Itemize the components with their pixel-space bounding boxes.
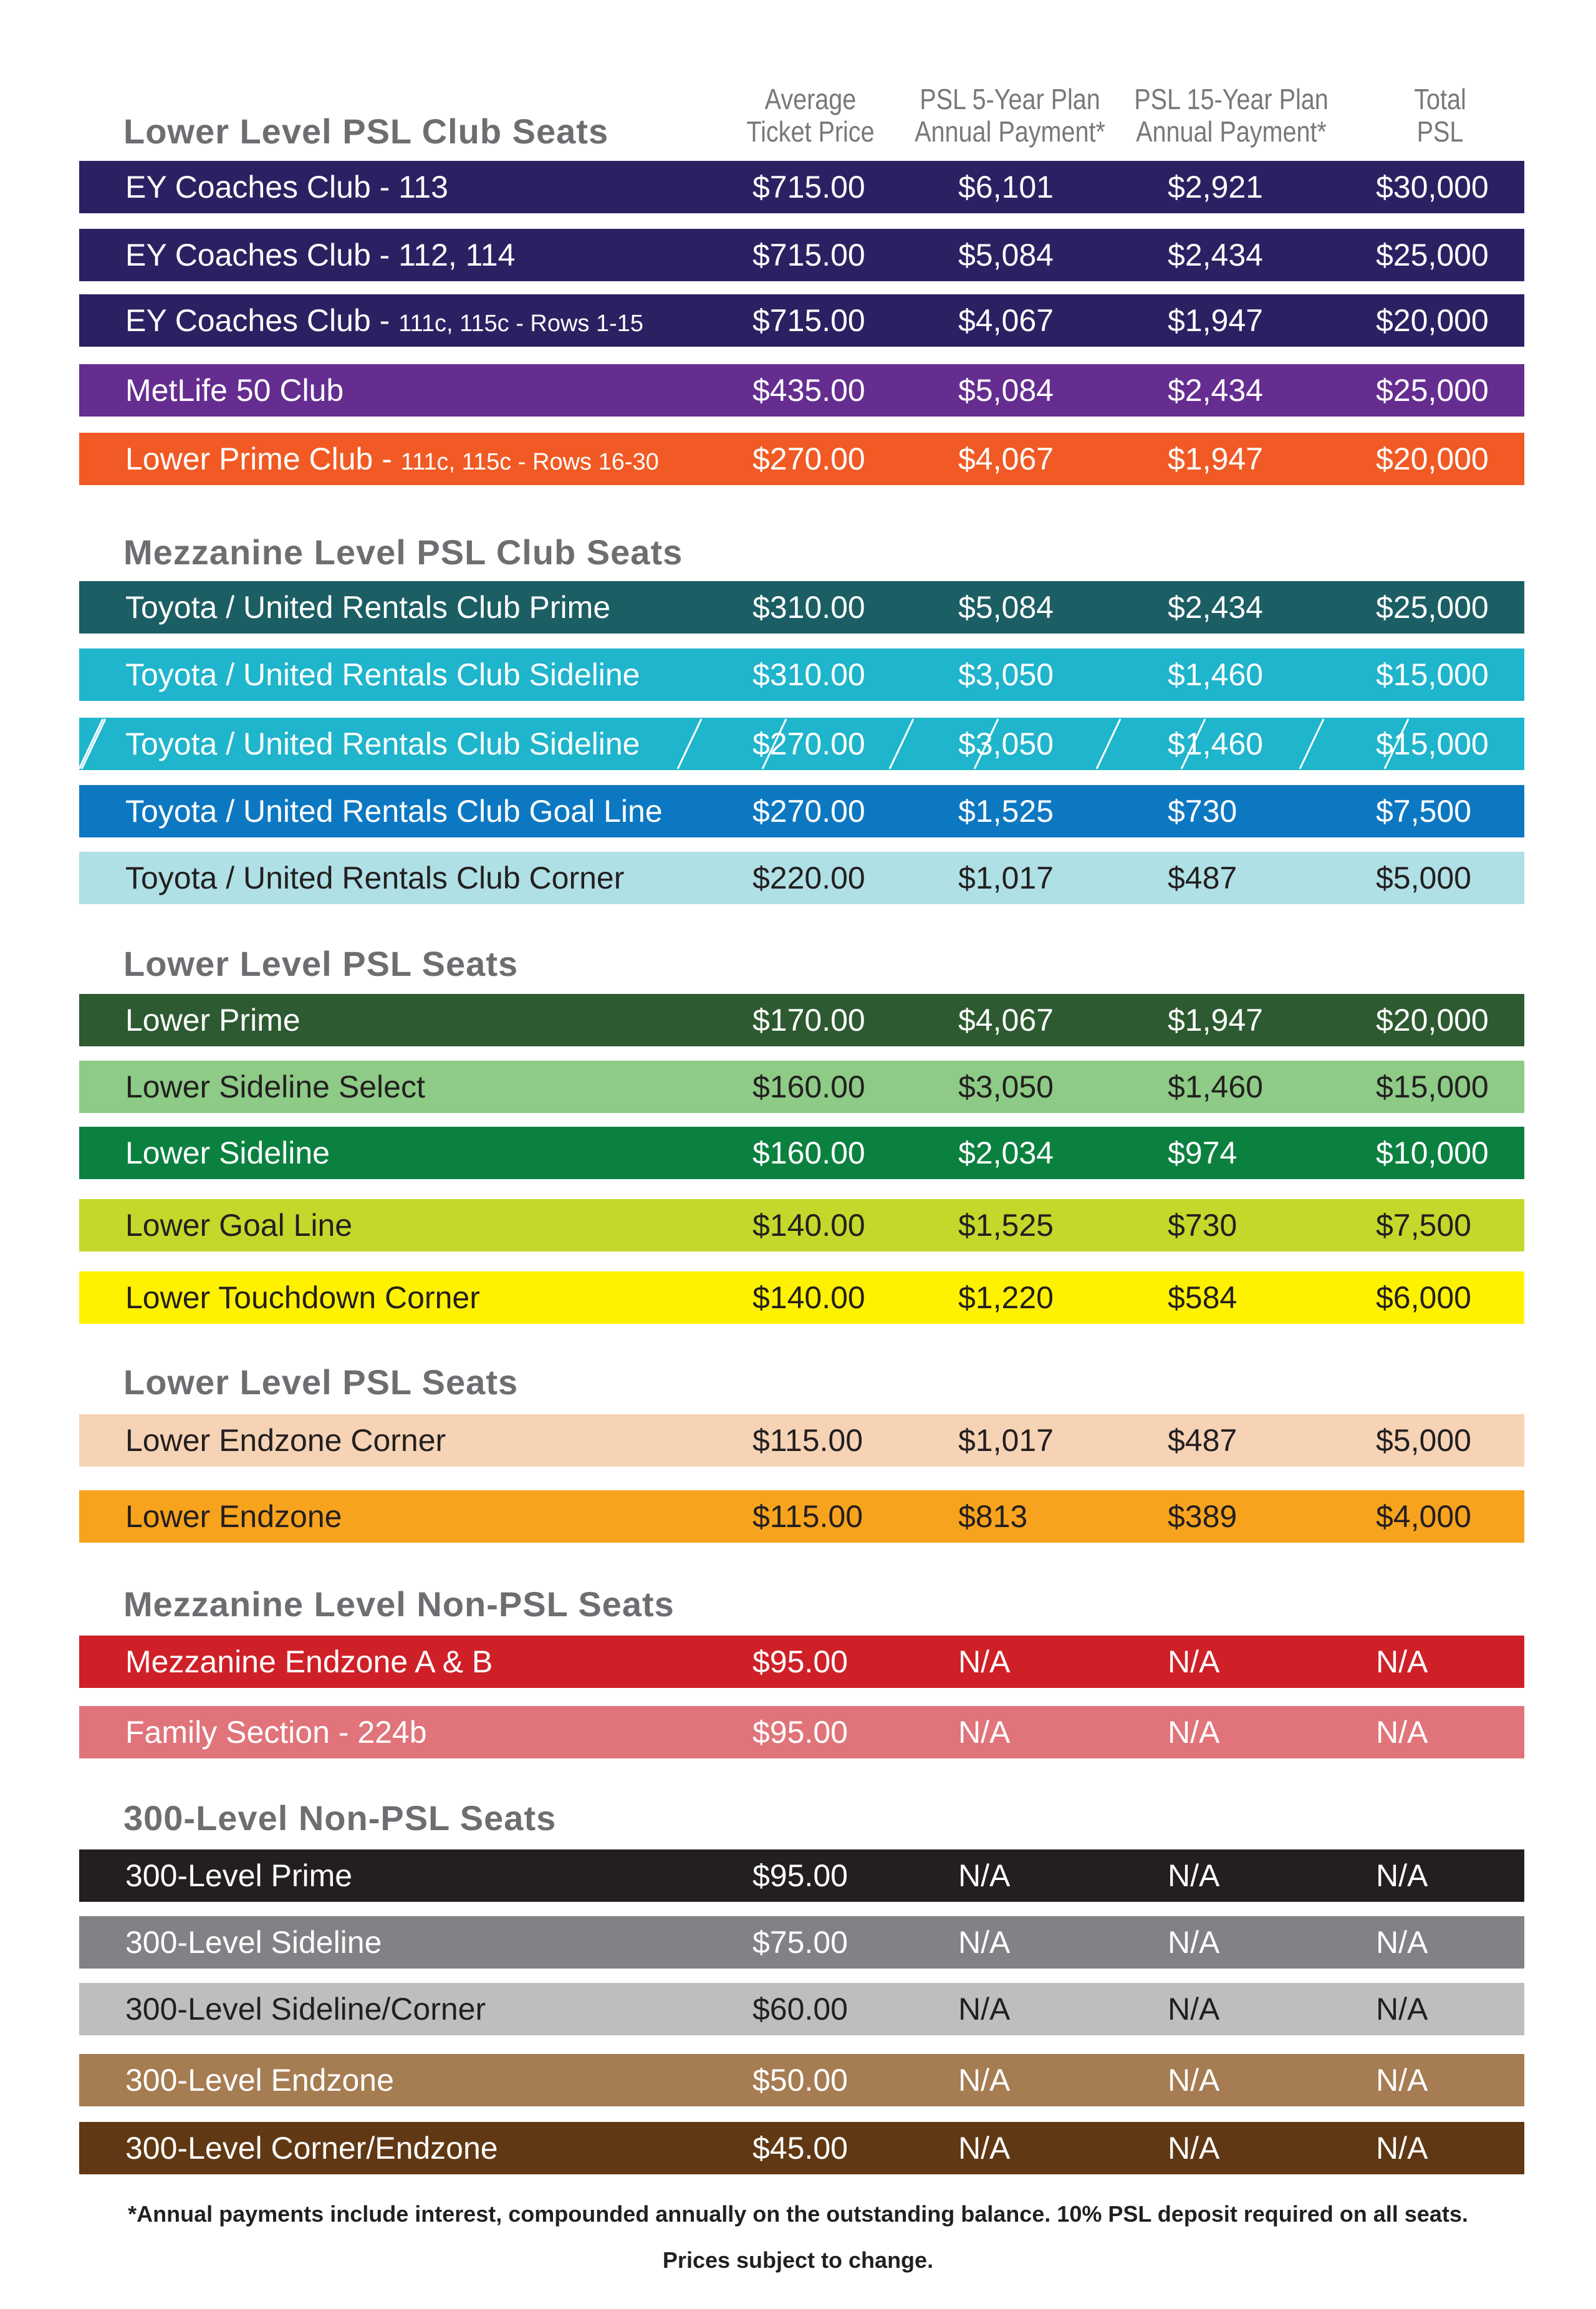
average-ticket-price: $170.00 xyxy=(752,1003,865,1038)
table-row xyxy=(79,1127,1524,1179)
psl-15-year-payment: $1,460 xyxy=(1168,1069,1263,1104)
average-ticket-price: $95.00 xyxy=(752,1858,848,1893)
table-row xyxy=(79,648,1524,701)
header-line: PSL 5-Year Plan xyxy=(920,83,1100,115)
seat-name-text: EY Coaches Club - 113 xyxy=(125,170,448,205)
psl-15-year-payment: $2,921 xyxy=(1168,170,1263,205)
seat-name-text: Lower Endzone Corner xyxy=(125,1423,446,1458)
average-ticket-price: $715.00 xyxy=(752,303,865,338)
average-ticket-price: $435.00 xyxy=(752,373,865,408)
seat-name xyxy=(125,364,344,417)
total-psl: $15,000 xyxy=(1376,1069,1489,1104)
total-psl: $20,000 xyxy=(1376,1003,1489,1038)
psl-15-year-payment: $1,947 xyxy=(1168,441,1263,476)
psl-5-year-payment: $1,017 xyxy=(958,860,1054,895)
psl-5-year-payment: $3,050 xyxy=(958,1069,1054,1104)
seat-name xyxy=(125,1199,352,1251)
table-row xyxy=(79,1916,1524,1969)
psl-5-year-payment: $1,525 xyxy=(958,1208,1054,1243)
footnote: *Annual payments include interest, compounded annually on the outstanding balance. 10% PSL deposit required on all seats. xyxy=(128,2201,1468,2227)
average-ticket-price: $270.00 xyxy=(752,441,865,476)
seat-name xyxy=(125,229,515,281)
table-row xyxy=(79,229,1524,281)
stripe-line xyxy=(890,719,913,769)
section-title: 300-Level Non-PSL Seats xyxy=(123,1798,557,1838)
total-psl: N/A xyxy=(1376,1992,1428,2027)
header-psl-5-year xyxy=(908,83,1112,148)
psl-5-year-payment: $4,067 xyxy=(958,441,1054,476)
section-title: Lower Level PSL Club Seats xyxy=(123,112,609,151)
header-line: Average xyxy=(764,83,857,115)
seat-name-text: 300-Level Corner/Endzone xyxy=(125,2131,498,2166)
seat-name xyxy=(125,2054,394,2106)
seat-name-text: Toyota / United Rentals Club Goal Line xyxy=(125,794,663,829)
average-ticket-price: $75.00 xyxy=(752,1925,848,1960)
seat-name-text: 300-Level Sideline xyxy=(125,1925,382,1960)
average-ticket-price: $45.00 xyxy=(752,2131,848,2166)
table-row xyxy=(79,581,1524,634)
seat-name xyxy=(125,718,640,770)
seat-name xyxy=(125,433,659,485)
seat-name xyxy=(125,161,448,213)
psl-15-year-payment: $1,947 xyxy=(1168,1003,1263,1038)
header-line: Total xyxy=(1414,83,1466,115)
table-row xyxy=(79,1706,1524,1758)
psl-5-year-payment: N/A xyxy=(958,1715,1011,1750)
table-row xyxy=(79,1490,1524,1543)
table-row xyxy=(79,718,1524,770)
table-row xyxy=(79,1849,1524,1902)
total-psl: $20,000 xyxy=(1376,441,1489,476)
seat-name xyxy=(125,1414,446,1467)
average-ticket-price: $160.00 xyxy=(752,1069,865,1104)
header-total-psl xyxy=(1387,83,1494,148)
seat-name xyxy=(125,1983,486,2035)
psl-15-year-payment: N/A xyxy=(1168,1715,1220,1750)
seat-name xyxy=(125,852,624,904)
header-line: Annual Payment* xyxy=(915,115,1105,148)
average-ticket-price: $60.00 xyxy=(752,1992,848,2027)
seat-name xyxy=(125,994,300,1046)
average-ticket-price: $50.00 xyxy=(752,2063,848,2098)
average-ticket-price: $160.00 xyxy=(752,1135,865,1170)
seat-name-text: Family Section - 224b xyxy=(125,1715,427,1750)
seat-section-detail: 111c, 115c - Rows 1-15 xyxy=(398,311,644,337)
seat-name xyxy=(125,648,640,701)
seat-name-text: EY Coaches Club - xyxy=(125,303,399,338)
section-title: Mezzanine Level PSL Club Seats xyxy=(123,533,683,572)
psl-5-year-payment: $4,067 xyxy=(958,303,1054,338)
seat-name xyxy=(125,1916,382,1969)
section-title: Lower Level PSL Seats xyxy=(123,1362,519,1402)
total-psl: N/A xyxy=(1376,2131,1428,2166)
section-title: Lower Level PSL Seats xyxy=(123,944,519,983)
table-row xyxy=(79,1983,1524,2035)
stripe-line xyxy=(1300,719,1324,769)
psl-15-year-payment: $487 xyxy=(1168,860,1238,895)
seat-name-text: EY Coaches Club - 112, 114 xyxy=(125,238,516,272)
total-psl: $5,000 xyxy=(1376,860,1471,895)
total-psl: $6,000 xyxy=(1376,1280,1471,1315)
total-psl: $30,000 xyxy=(1376,170,1489,205)
psl-15-year-payment: $487 xyxy=(1168,1423,1238,1458)
total-psl: $4,000 xyxy=(1376,1499,1471,1534)
seat-name-text: Lower Touchdown Corner xyxy=(125,1280,480,1315)
total-psl: $15,000 xyxy=(1376,726,1489,761)
seat-name-text: Lower Prime xyxy=(125,1003,300,1038)
psl-15-year-payment: N/A xyxy=(1168,1992,1220,2027)
average-ticket-price: $310.00 xyxy=(752,657,865,692)
total-psl: $25,000 xyxy=(1376,373,1489,408)
psl-15-year-payment: N/A xyxy=(1168,1925,1220,1960)
seat-name-text: Lower Sideline xyxy=(125,1135,330,1170)
average-ticket-price: $715.00 xyxy=(752,170,865,205)
header-average-ticket-price xyxy=(746,83,875,148)
seat-name-text: 300-Level Prime xyxy=(125,1858,353,1893)
average-ticket-price: $140.00 xyxy=(752,1280,865,1315)
psl-15-year-payment: N/A xyxy=(1168,2131,1220,2166)
psl-15-year-payment: $730 xyxy=(1168,1208,1238,1243)
average-ticket-price: $140.00 xyxy=(752,1208,865,1243)
total-psl: N/A xyxy=(1376,1715,1428,1750)
table-row xyxy=(79,161,1524,213)
table-row xyxy=(79,1199,1524,1251)
table-row xyxy=(79,852,1524,904)
psl-15-year-payment: $2,434 xyxy=(1168,373,1263,408)
psl-5-year-payment: $4,067 xyxy=(958,1003,1054,1038)
average-ticket-price: $95.00 xyxy=(752,1644,848,1679)
seat-name-text: MetLife 50 Club xyxy=(125,373,344,408)
psl-5-year-payment: $5,084 xyxy=(958,238,1054,272)
psl-15-year-payment: $730 xyxy=(1168,794,1238,829)
psl-5-year-payment: $1,525 xyxy=(958,794,1054,829)
psl-15-year-payment: $1,460 xyxy=(1168,657,1263,692)
average-ticket-price: $220.00 xyxy=(752,860,865,895)
seat-name-text: Lower Prime Club - xyxy=(125,441,401,476)
table-row xyxy=(79,785,1524,837)
disclaimer: Prices subject to change. xyxy=(662,2247,934,2273)
table-row xyxy=(79,1636,1524,1688)
psl-5-year-payment: $5,084 xyxy=(958,590,1054,625)
total-psl: N/A xyxy=(1376,1858,1428,1893)
total-psl: N/A xyxy=(1376,1644,1428,1679)
total-psl: N/A xyxy=(1376,2063,1428,2098)
seat-name-text: 300-Level Sideline/Corner xyxy=(125,1992,486,2027)
seat-name-text: Toyota / United Rentals Club Sideline xyxy=(125,657,640,692)
psl-15-year-payment: $1,460 xyxy=(1168,726,1263,761)
seat-name xyxy=(125,1490,342,1543)
table-row xyxy=(79,433,1524,485)
psl-5-year-payment: $1,220 xyxy=(958,1280,1054,1315)
seat-name-text: Lower Goal Line xyxy=(125,1208,353,1243)
seat-name xyxy=(125,1706,427,1758)
header-psl-15-year xyxy=(1130,83,1334,148)
psl-5-year-payment: $6,101 xyxy=(958,170,1054,205)
table-row xyxy=(79,1061,1524,1113)
seat-name xyxy=(125,2122,498,2174)
total-psl: $10,000 xyxy=(1376,1135,1489,1170)
psl-5-year-payment: N/A xyxy=(958,1925,1011,1960)
total-psl: $7,500 xyxy=(1376,1208,1471,1243)
seat-name xyxy=(125,1271,480,1324)
average-ticket-price: $270.00 xyxy=(752,726,865,761)
psl-5-year-payment: N/A xyxy=(958,1858,1011,1893)
psl-15-year-payment: N/A xyxy=(1168,1858,1220,1893)
header-line: Ticket Price xyxy=(746,115,875,148)
seat-name xyxy=(125,1127,330,1179)
total-psl: $15,000 xyxy=(1376,657,1489,692)
average-ticket-price: $310.00 xyxy=(752,590,865,625)
psl-5-year-payment: N/A xyxy=(958,2131,1011,2166)
psl-15-year-payment: N/A xyxy=(1168,2063,1220,2098)
average-ticket-price: $270.00 xyxy=(752,794,865,829)
total-psl: $25,000 xyxy=(1376,238,1489,272)
average-ticket-price: $115.00 xyxy=(752,1499,863,1534)
psl-15-year-payment: $584 xyxy=(1168,1280,1238,1315)
seat-name-text: Lower Endzone xyxy=(125,1499,342,1534)
seat-name-text: Toyota / United Rentals Club Sideline xyxy=(125,726,640,761)
psl-5-year-payment: $5,084 xyxy=(958,373,1054,408)
psl-5-year-payment: $3,050 xyxy=(958,726,1054,761)
seat-name xyxy=(125,1061,425,1113)
psl-15-year-payment: $974 xyxy=(1168,1135,1238,1170)
header-line: PSL xyxy=(1416,115,1464,148)
psl-15-year-payment: N/A xyxy=(1168,1644,1220,1679)
psl-5-year-payment: N/A xyxy=(958,2063,1011,2098)
table-row xyxy=(79,2054,1524,2106)
psl-5-year-payment: N/A xyxy=(958,1992,1011,2027)
average-ticket-price: $95.00 xyxy=(752,1715,848,1750)
psl-5-year-payment: $1,017 xyxy=(958,1423,1054,1458)
psl-5-year-payment: $3,050 xyxy=(958,657,1054,692)
seat-name-text: Mezzanine Endzone A & B xyxy=(125,1644,493,1679)
psl-15-year-payment: $2,434 xyxy=(1168,238,1263,272)
table-row xyxy=(79,1271,1524,1324)
seat-name-text: Toyota / United Rentals Club Corner xyxy=(125,860,625,895)
average-ticket-price: $115.00 xyxy=(752,1423,863,1458)
section-title: Mezzanine Level Non-PSL Seats xyxy=(123,1584,675,1624)
psl-5-year-payment: $2,034 xyxy=(958,1135,1054,1170)
psl-15-year-payment: $2,434 xyxy=(1168,590,1263,625)
seat-name xyxy=(125,581,610,634)
seat-name-text: Lower Sideline Select xyxy=(125,1069,425,1104)
table-row xyxy=(79,2122,1524,2174)
total-psl: $25,000 xyxy=(1376,590,1489,625)
stripe-line xyxy=(82,719,105,769)
psl-5-year-payment: $813 xyxy=(958,1499,1028,1534)
seat-name-text: Toyota / United Rentals Club Prime xyxy=(125,590,611,625)
seat-name xyxy=(125,1849,352,1902)
seat-name xyxy=(125,1636,493,1688)
total-psl: $20,000 xyxy=(1376,303,1489,338)
stripe-line xyxy=(79,719,103,769)
seat-name xyxy=(125,294,643,347)
psl-15-year-payment: $1,947 xyxy=(1168,303,1263,338)
total-psl: $5,000 xyxy=(1376,1423,1471,1458)
seat-name xyxy=(125,785,663,837)
psl-5-year-payment: N/A xyxy=(958,1644,1011,1679)
header-line: Annual Payment* xyxy=(1136,115,1327,148)
stripe-line xyxy=(678,719,701,769)
seat-section-detail: 111c, 115c - Rows 16-30 xyxy=(400,449,659,475)
table-row xyxy=(79,994,1524,1046)
psl-15-year-payment: $389 xyxy=(1168,1499,1238,1534)
table-row xyxy=(79,1414,1524,1467)
total-psl: $7,500 xyxy=(1376,794,1471,829)
table-row xyxy=(79,364,1524,417)
seat-name-text: 300-Level Endzone xyxy=(125,2063,394,2098)
average-ticket-price: $715.00 xyxy=(752,238,865,272)
total-psl: N/A xyxy=(1376,1925,1428,1960)
header-line: PSL 15-Year Plan xyxy=(1134,83,1329,115)
stripe-line xyxy=(1097,719,1120,769)
table-row xyxy=(79,294,1524,347)
